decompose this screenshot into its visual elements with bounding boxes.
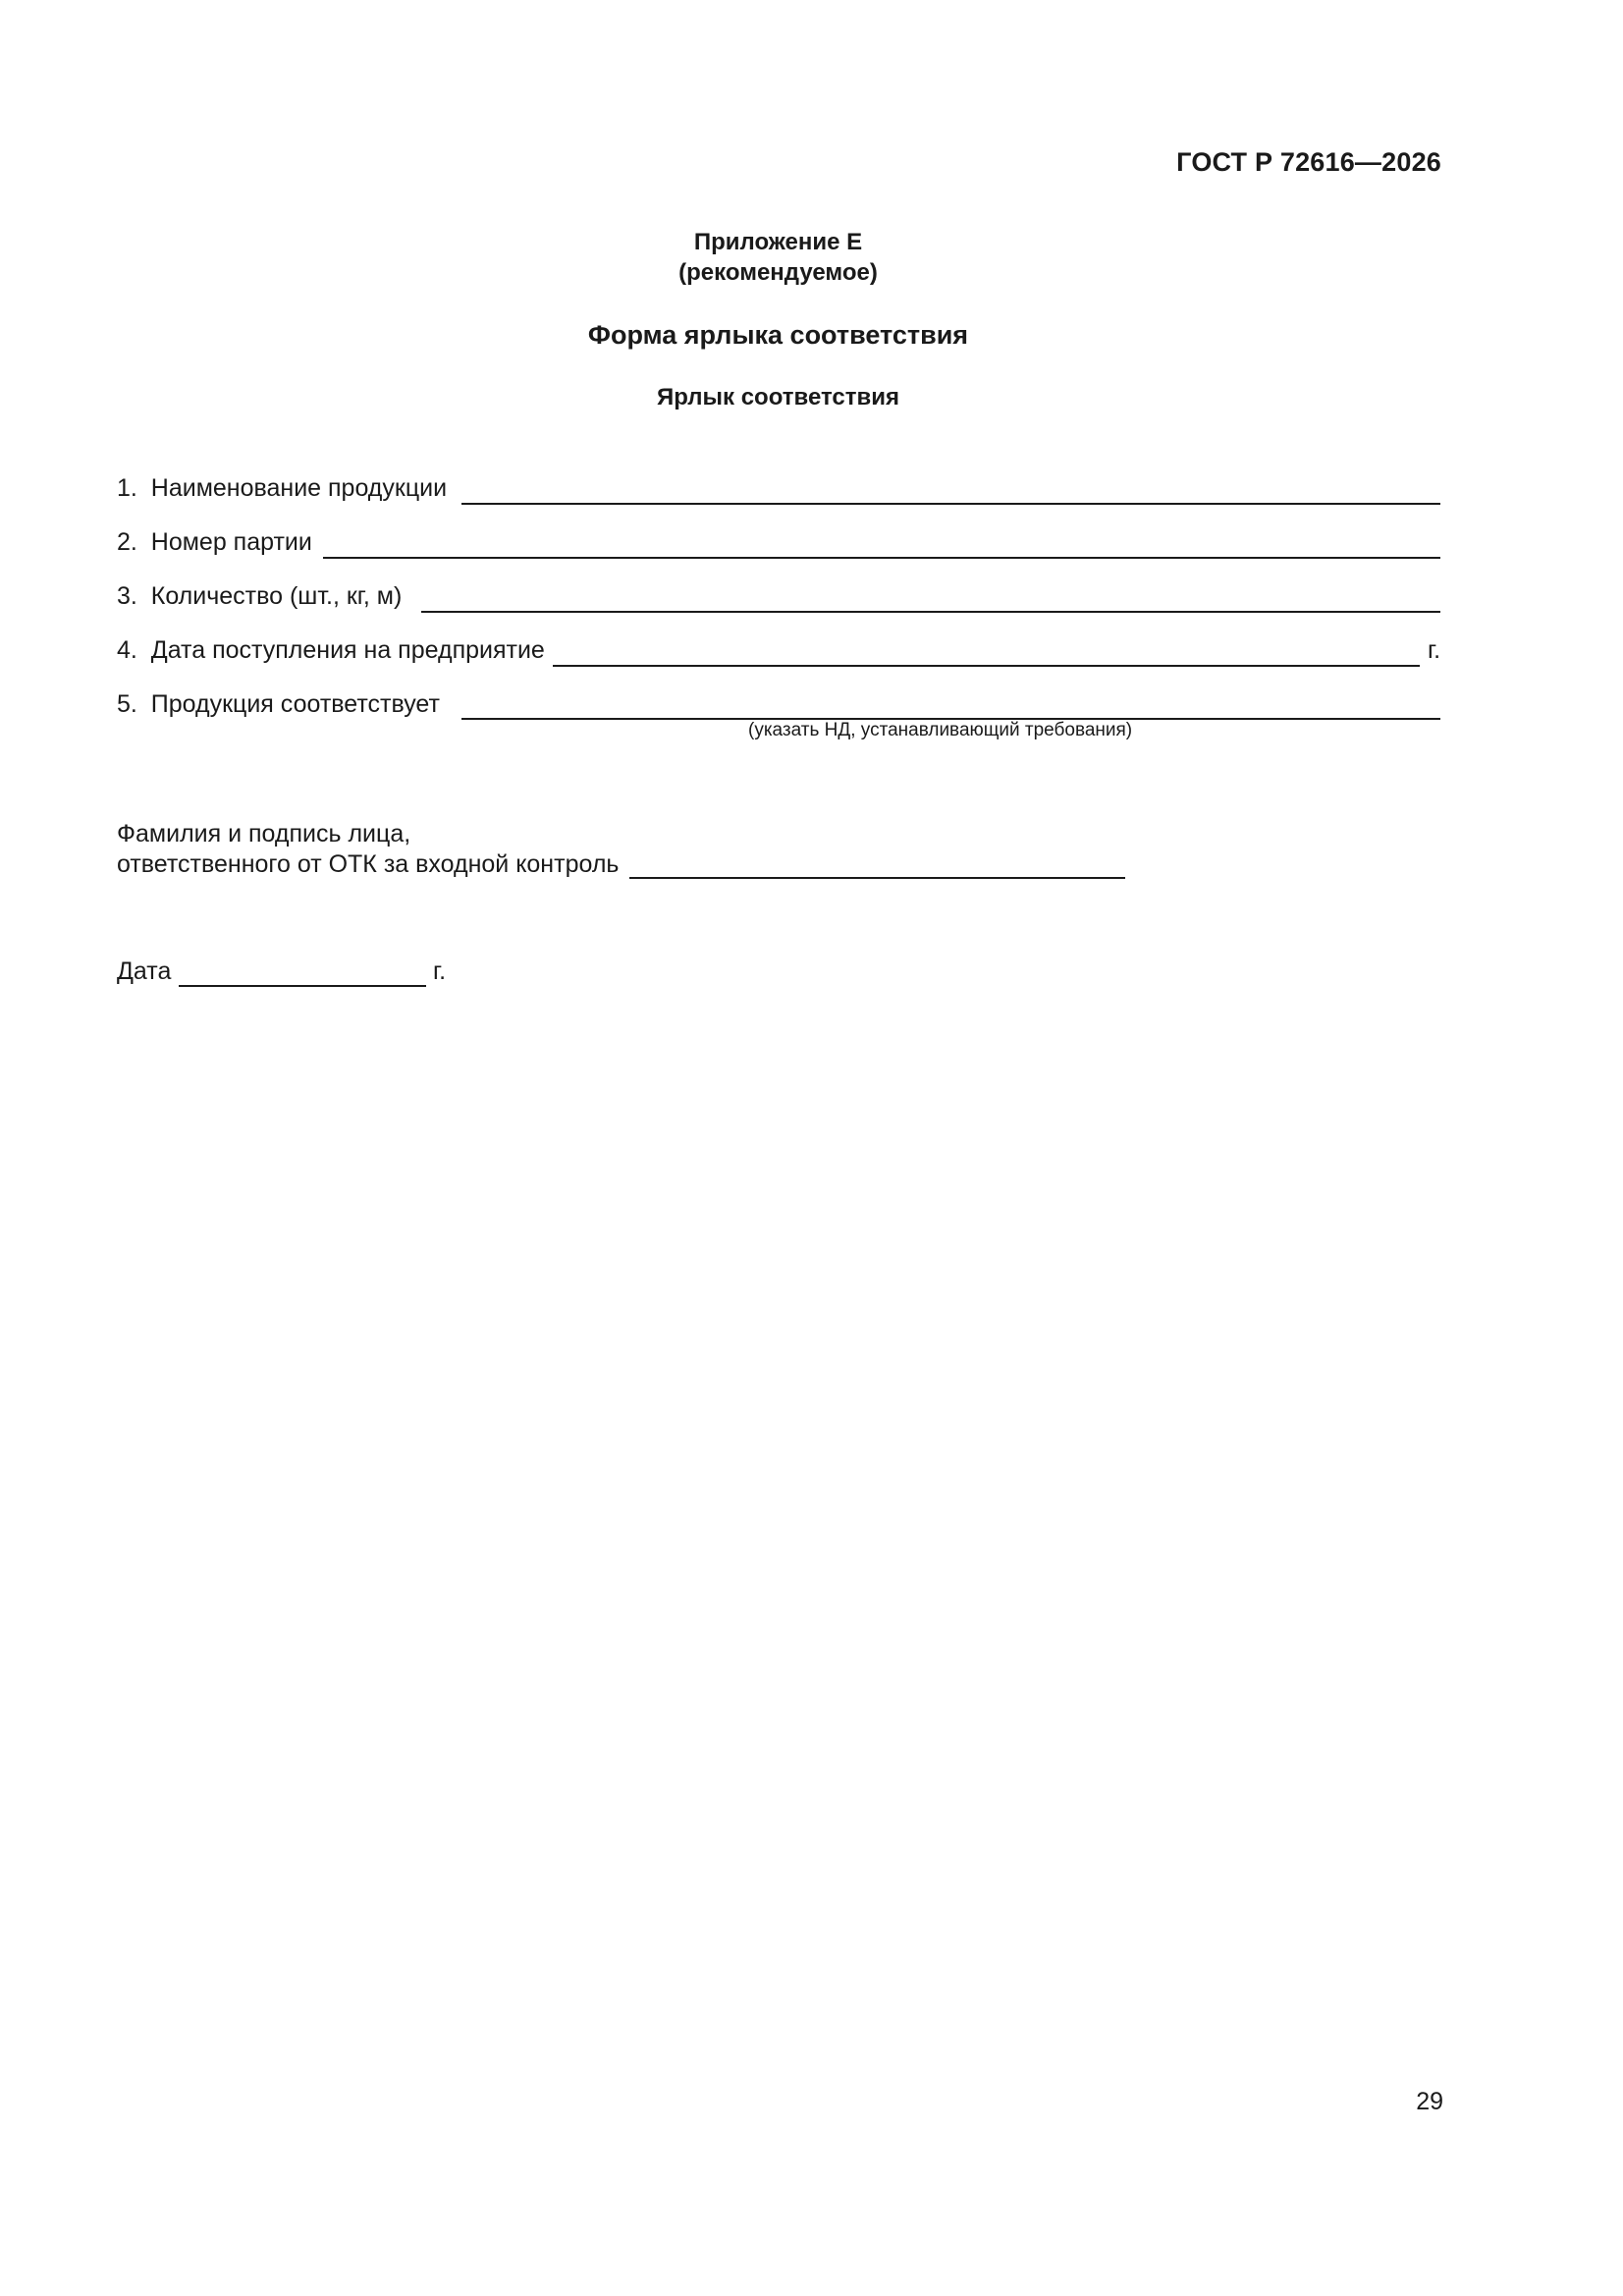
date-field [117,957,171,986]
field-label: Номер партии [150,528,312,556]
standard-designation: ГОСТ Р 72616—2026 [1176,147,1441,177]
appendix-heading [0,227,1556,288]
field-arrival-date [117,636,545,665]
field-label: Количество (шт., кг, м) [150,582,403,610]
signature-label-line1: Фамилия и подпись лица, [117,820,411,847]
field-product-name-line[interactable] [461,503,1440,505]
field-label: Продукция соответствует [150,690,440,718]
date-line[interactable] [179,985,426,987]
date-suffix: г. [433,957,447,985]
field-batch-number-line[interactable] [323,557,1440,559]
appendix-status: (рекомендуемое) [678,259,878,286]
field-number: 4. [117,636,137,664]
field-batch-number [117,528,312,557]
appendix-title: Приложение Е [693,229,863,255]
signature-label-line2: ответственного от ОТК за входной контроль [117,850,620,878]
field-number: 3. [117,582,137,610]
field-product-name [117,474,447,503]
field-quantity-line[interactable] [421,611,1440,613]
field-arrival-date-suffix: г. [1428,636,1441,664]
field-label: Наименование продукции [150,474,448,502]
field-quantity [117,582,402,611]
field-conformity [117,690,440,719]
label-title: Ярлык соответствия [656,384,900,410]
field-number: 1. [117,474,137,502]
field-arrival-date-line[interactable] [553,665,1420,667]
form-title: Форма ярлыка соответствия [587,320,969,350]
field-conformity-hint: (указать НД, устанавливающий требования) [748,720,1133,740]
signature-line[interactable] [629,877,1125,879]
field-number: 2. [117,528,137,556]
signature-block [117,819,619,880]
field-label: Дата поступления на предприятие [150,636,545,664]
page-number: 29 [1416,2088,1443,2115]
date-label: Дата [117,957,172,985]
field-number: 5. [117,690,137,718]
